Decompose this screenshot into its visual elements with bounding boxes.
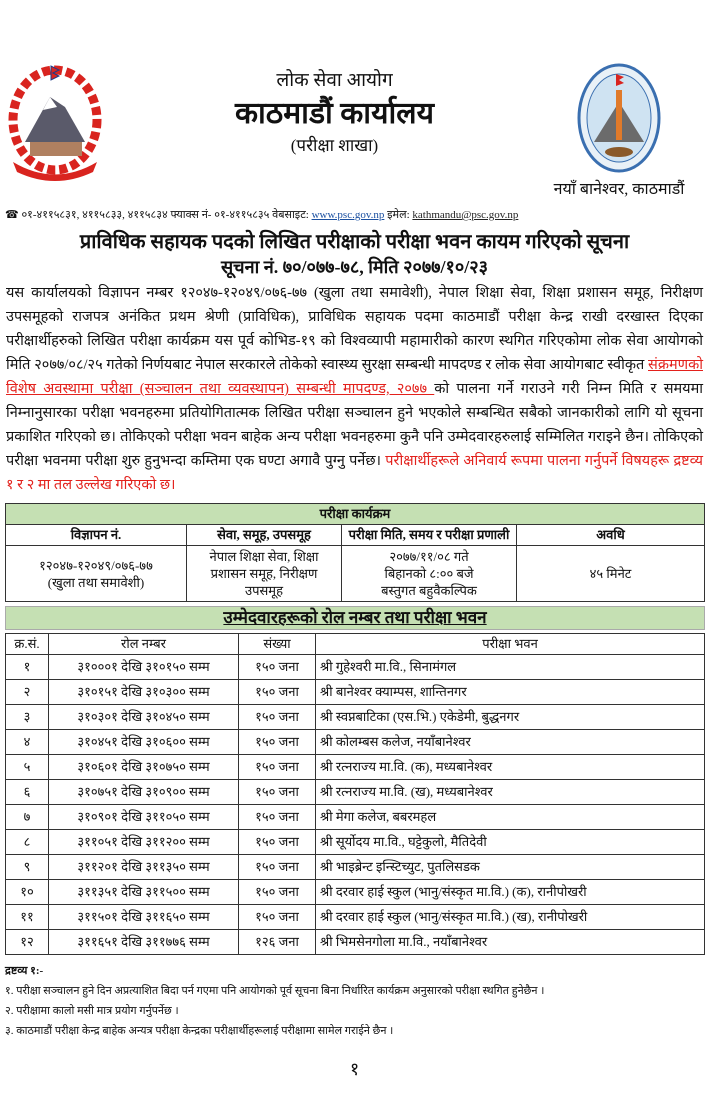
notice-number: सूचना नं. ७०/०७७-७८, मिति २०७७/१०/२३: [221, 257, 488, 277]
exam-time: बिहानको ८:०० बजे: [384, 566, 474, 581]
table-row: [6, 730, 705, 755]
service-line: उपसमूह: [245, 583, 283, 598]
adv-no-cell: [6, 546, 187, 602]
sn-cell: ५: [6, 755, 49, 780]
exam-date: २०७७/११/०८ गते: [389, 549, 469, 564]
section-name: (परीक्षा शाखा): [290, 136, 379, 155]
sn-cell: ९: [6, 855, 49, 880]
left-emblem: [5, 62, 135, 187]
sn-cell: १२: [6, 930, 49, 955]
venue-cell: श्री रत्नराज्य मा.वि. (क), मध्यबानेश्वर: [316, 755, 705, 780]
office-name: काठमाडौं कार्यालय: [235, 97, 434, 130]
website-label: वेबसाइट:: [272, 209, 309, 221]
exam-schedule-table: [5, 503, 705, 602]
roll-range-cell: ३१०३०१ देखि ३१०४५० सम्म: [49, 705, 239, 730]
venue-cell: श्री दरवार हाई स्कुल (भानु/संस्कृत मा.वि.) (ख), रानीपोखरी: [316, 905, 705, 930]
roll-range-cell: ३१०१५१ देखि ३१०३०० सम्म: [49, 680, 239, 705]
schedule-row: [6, 546, 705, 602]
contact-line: [5, 207, 704, 223]
sn-cell: ११: [6, 905, 49, 930]
count-cell: १५० जना: [239, 780, 316, 805]
notice-body: [6, 281, 703, 497]
notice-title: प्राविधिक सहायक पदको लिखित परीक्षाको परीक्षा भवन कायम गरिएको सूचना: [79, 231, 630, 253]
service-cell: [187, 546, 342, 602]
note-item: ३. काठमाडौं परीक्षा केन्द्र बाहेक अन्यत्र परीक्षा केन्द्रका परीक्षार्थीहरूलाई परीक्षामा सामेल गराईने छैन ।: [5, 1025, 394, 1037]
roll-range-cell: ३१०००१ देखि ३१०१५० सम्म: [49, 655, 239, 680]
venue-cell: श्री भिमसेनगोला मा.वि., नयाँबानेश्वर: [316, 930, 705, 955]
sn-cell: १०: [6, 880, 49, 905]
website-link[interactable]: www.psc.gov.np: [311, 209, 385, 221]
schedule-title: परीक्षा कार्यक्रम: [6, 504, 705, 525]
venue-cell: श्री दरवार हाई स्कुल (भानु/संस्कृत मा.वि.) (क), रानीपोखरी: [316, 880, 705, 905]
roll-title: उम्मेदवारहरूको रोल नम्बर तथा परीक्षा भवन: [223, 608, 487, 627]
table-row: [6, 855, 705, 880]
roll-range-cell: ३१०६०१ देखि ३१०७५० सम्म: [49, 755, 239, 780]
service-line: प्रशासन समूह, निरीक्षण: [210, 566, 318, 581]
roll-title-bar: [5, 606, 705, 630]
table-row: [6, 780, 705, 805]
count-cell: १५० जना: [239, 730, 316, 755]
table-row: [6, 655, 705, 680]
page-number: १: [349, 1059, 360, 1079]
venue-cell: श्री गुहेश्वरी मा.वि., सिनामंगल: [316, 655, 705, 680]
sn-cell: ७: [6, 805, 49, 830]
phone-numbers: ०१-४११५८३१, ४११५८३३, ४११५८३४: [21, 209, 168, 221]
venue-cell: श्री कोलम्बस कलेज, नयाँबानेश्वर: [316, 730, 705, 755]
sn-cell: ८: [6, 830, 49, 855]
roll-number-table: [5, 633, 705, 955]
service-line: नेपाल शिक्षा सेवा, शिक्षा: [209, 549, 319, 564]
date-cell: [342, 546, 517, 602]
guideline-link[interactable]: संक्रमणको विशेष अवस्थामा परीक्षा (सञ्चालन तथा व्यवस्थापन) सम्बन्धी मापदण्ड, २०७७: [6, 357, 703, 397]
office-address: नयाँ बानेश्वर, काठमाडौं: [553, 181, 685, 198]
sn-cell: ४: [6, 730, 49, 755]
roll-range-cell: ३१०९०१ देखि ३११०५० सम्म: [49, 805, 239, 830]
count-cell: १५० जना: [239, 655, 316, 680]
nepal-emblem-icon: [5, 62, 105, 182]
count-cell: १२६ जना: [239, 930, 316, 955]
roll-range-cell: ३११२०१ देखि ३११३५० सम्म: [49, 855, 239, 880]
count-cell: १५० जना: [239, 680, 316, 705]
count-cell: १५० जना: [239, 880, 316, 905]
col-sn: क्र.सं.: [6, 634, 49, 655]
col-roll: रोल नम्बर: [49, 634, 239, 655]
table-row: [6, 880, 705, 905]
note-item: २. परीक्षामा कालो मसी मात्र प्रयोग गर्नुपर्नेछ ।: [5, 1005, 179, 1017]
note-item: १. परीक्षा सञ्चालन हुने दिन अप्रत्याशित बिदा पर्न गएमा पनि आयोगको पूर्व सूचना बिना निर्धारित कार्यक्रम अनुसारको परीक्षा स्थगित हुनेछैन ।: [5, 985, 545, 997]
psc-emblem-icon: [576, 62, 662, 174]
adv-no: १२०४७-१२०४९/०७६-७७: [39, 557, 153, 573]
venue-cell: श्री स्वप्नबाटिका (एस.भि.) एकेडेमी, बुद्धनगर: [316, 705, 705, 730]
letterhead: [5, 0, 704, 201]
roll-range-cell: ३१०७५१ देखि ३१०९०० सम्म: [49, 780, 239, 805]
venue-cell: श्री मेगा कलेज, बबरमहल: [316, 805, 705, 830]
venue-cell: श्री रत्नराज्य मा.वि. (ख), मध्यबानेश्वर: [316, 780, 705, 805]
count-cell: १५० जना: [239, 905, 316, 930]
table-row: [6, 705, 705, 730]
sn-cell: १: [6, 655, 49, 680]
fax-number: ०१-४११५८३५: [214, 209, 270, 221]
org-name: लोक सेवा आयोग: [276, 70, 393, 91]
table-row: [6, 930, 705, 955]
table-row: [6, 830, 705, 855]
duration-cell: ४५ मिनेट: [517, 546, 705, 602]
venue-cell: श्री बानेश्वर क्याम्पस, शान्तिनगर: [316, 680, 705, 705]
table-row: [6, 905, 705, 930]
notes-heading: द्रष्टव्य १:-: [5, 965, 44, 977]
count-cell: १५० जना: [239, 830, 316, 855]
col-venue: परीक्षा भवन: [316, 634, 705, 655]
roll-range-cell: ३११०५१ देखि ३११२०० सम्म: [49, 830, 239, 855]
col-duration: अवधि: [517, 525, 705, 546]
roll-range-cell: ३११३५१ देखि ३११५०० सम्म: [49, 880, 239, 905]
table-row: [6, 805, 705, 830]
roll-range-cell: ३११६५१ देखि ३११७७६ सम्म: [49, 930, 239, 955]
table-row: [6, 755, 705, 780]
adv-type: (खुला तथा समावेशी): [47, 574, 145, 590]
sn-cell: ३: [6, 705, 49, 730]
col-service: सेवा, समूह, उपसमूह: [187, 525, 342, 546]
count-cell: १५० जना: [239, 705, 316, 730]
right-emblem: [534, 62, 704, 201]
col-adv-no: विज्ञापन नं.: [6, 525, 187, 546]
body-text-2: को पालना गर्ने गराउने गरी निम्न मिति र समयमा निम्नानुसारका परीक्षा भवनहरुमा प्रतियोगितात्मक लिखित परीक्षा सञ्चालन हुने भएकोले सम्बन्धित सबैको जानकारीको लागि यो सूचना प्रकाशित गरिएको छ। तोकिएको परीक्षा भवन बाहेक अन्य परीक्षा भवनहरुमा कुनै पनि उम्मेदवारहरुलाई सम्मिलित गराइने छैन। तोकिएको परीक्षा भवनमा परीक्षा शुरु हुनुभन्दा कम्तिमा एक घण्टा अगावै पुग्नु पर्नेछ।: [6, 381, 704, 469]
roll-range-cell: ३११५०१ देखि ३११६५० सम्म: [49, 905, 239, 930]
venue-cell: श्री सूर्योदय मा.वि., घट्टेकुलो, मैतिदेवी: [316, 830, 705, 855]
exam-system: बस्तुगत बहुवैकल्पिक: [381, 583, 477, 598]
sn-cell: ६: [6, 780, 49, 805]
notes-section: [5, 961, 704, 1041]
body-text-red: परीक्षार्थीहरूले अनिवार्य रूपमा पालना गर्नुपर्ने विषयहरू द्रष्टव्य १ र २ मा तल उल्लेख गरिएको छ।: [6, 453, 703, 493]
table-row: [6, 680, 705, 705]
letterhead-titles: [135, 62, 534, 158]
count-cell: १५० जना: [239, 805, 316, 830]
fax-label: फ्याक्स नं-: [170, 209, 212, 221]
telephone-icon: ☎: [5, 209, 19, 221]
roll-range-cell: ३१०४५१ देखि ३१०६०० सम्म: [49, 730, 239, 755]
email-link[interactable]: kathmandu@psc.gov.np: [412, 209, 519, 221]
body-text-1: यस कार्यालयको विज्ञापन नम्बर १२०४७-१२०४९/०७६-७७ (खुला तथा समावेशी), नेपाल शिक्षा सेवा, शिक्षा प्रशासन समूह, निरीक्षण उपसमूहको राजपत्र अनंकित प्रथम श्रेणी (प्राविधिक), प्राविधिक सहायक पदमा काठमाडौं परीक्षा केन्द्र राखी दरखास्त दिएका परीक्षार्थीहरुको लिखित परीक्षा कार्यक्रम यस पूर्व कोभिड-१९ को विश्वव्यापी महामारीको कारण स्थगित गरिएकोमा लोक सेवा आयोगको मिति २०७७/०८/२५ गतेको निर्णयबाट नेपाल सरकारले तोकेको स्वास्थ्य सुरक्षा सम्बन्धी मापदण्ड र लोक सेवा आयोगबाट स्वीकृत: [6, 285, 703, 373]
count-cell: १५० जना: [239, 855, 316, 880]
col-count: संख्या: [239, 634, 316, 655]
count-cell: १५० जना: [239, 755, 316, 780]
email-label: इमेल:: [387, 209, 410, 221]
venue-cell: श्री भाइब्रेन्ट इन्स्टिच्युट, पुतलिसडक: [316, 855, 705, 880]
col-date-time: परीक्षा मिति, समय र परीक्षा प्रणाली: [342, 525, 517, 546]
sn-cell: २: [6, 680, 49, 705]
